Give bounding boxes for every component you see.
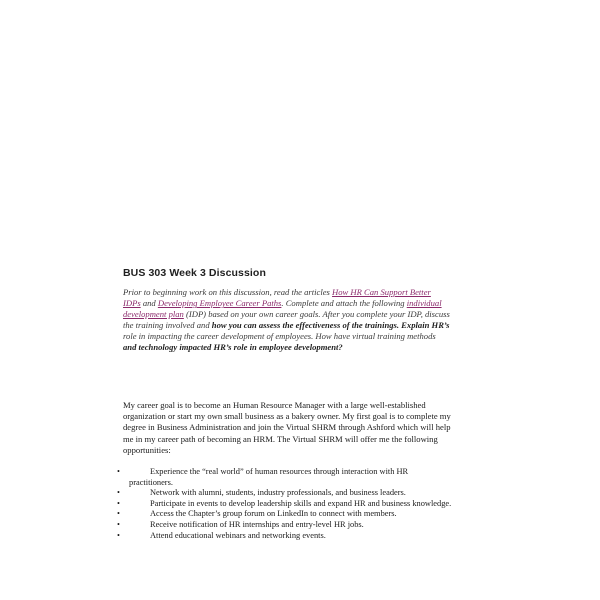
prompt-line xyxy=(123,298,483,309)
body-paragraph xyxy=(123,400,483,456)
prompt-text: role in impacting the career development of employees. How have virtual training methods xyxy=(123,331,436,342)
list-item xyxy=(0,531,600,542)
body-line: degree in Business Administration and join the Virtual SHRM through Ashford which will help xyxy=(123,422,451,433)
page-title: BUS 303 Week 3 Discussion xyxy=(123,267,266,279)
prompt-bold-text: how you can assess the effectiveness of the trainings. Explain HR’s xyxy=(211,320,450,331)
bullet-icon: • xyxy=(117,467,120,476)
list-item-text: Attend educational webinars and networking events. xyxy=(150,530,326,540)
prompt-line xyxy=(123,287,483,298)
list-item xyxy=(0,488,600,499)
list-item xyxy=(0,467,600,478)
bullet-icon: • xyxy=(117,488,120,498)
article-link-idps-cont[interactable]: IDPs xyxy=(123,298,141,309)
body-line: My career goal is to become an Human Resource Manager with a large well-established xyxy=(123,400,426,410)
idp-link[interactable]: individual xyxy=(406,298,442,309)
article-link-career-paths[interactable]: Developing Employee Career Paths xyxy=(157,298,282,309)
bullet-list xyxy=(0,467,600,541)
bullet-icon: • xyxy=(117,530,120,540)
list-item-text: practitioners. xyxy=(129,477,173,487)
prompt-text: and xyxy=(140,298,158,309)
body-line: opportunities: xyxy=(123,444,171,455)
idp-link-cont[interactable]: development plan xyxy=(123,309,184,320)
bullet-icon: • xyxy=(117,509,120,519)
prompt-line xyxy=(123,331,483,342)
bullet-icon: • xyxy=(117,519,120,529)
prompt-text: the training involved and xyxy=(123,320,212,331)
list-item-text: Network with alumni, students, industry professionals, and business leaders. xyxy=(150,488,406,498)
list-item xyxy=(0,520,600,531)
discussion-prompt xyxy=(123,287,483,354)
prompt-text: . Complete and attach the following xyxy=(281,298,407,309)
bullet-icon: • xyxy=(117,498,120,508)
prompt-bold-text: and technology impacted HR’s role in employee development? xyxy=(123,342,343,353)
list-item-text: Participate in events to develop leadership skills and expand HR and business knowledge. xyxy=(150,498,452,508)
list-item-text: Experience the “real world” of human resources through interaction with HR xyxy=(150,467,409,476)
body-line: me in my career path of becoming an HRM. The Virtual SHRM will offer me the following xyxy=(123,433,438,444)
list-item xyxy=(0,499,600,510)
prompt-text: (IDP) based on your own career goals. After you complete your IDP, discuss xyxy=(183,309,450,320)
list-item-text: Access the Chapter’s group forum on LinkedIn to connect with members. xyxy=(150,509,397,519)
body-line: organization or start my own small business as a bakery owner. My first goal is to complete my xyxy=(123,411,451,422)
prompt-line xyxy=(123,320,483,331)
list-item-text: Receive notification of HR internships and entry-level HR jobs. xyxy=(150,519,364,529)
list-item-continuation xyxy=(0,478,600,489)
prompt-text: Prior to beginning work on this discussion, read the articles xyxy=(123,287,333,297)
article-link-idps[interactable]: How HR Can Support Better xyxy=(332,287,431,297)
list-item xyxy=(0,509,600,520)
prompt-line xyxy=(123,342,483,353)
prompt-line xyxy=(123,309,483,320)
